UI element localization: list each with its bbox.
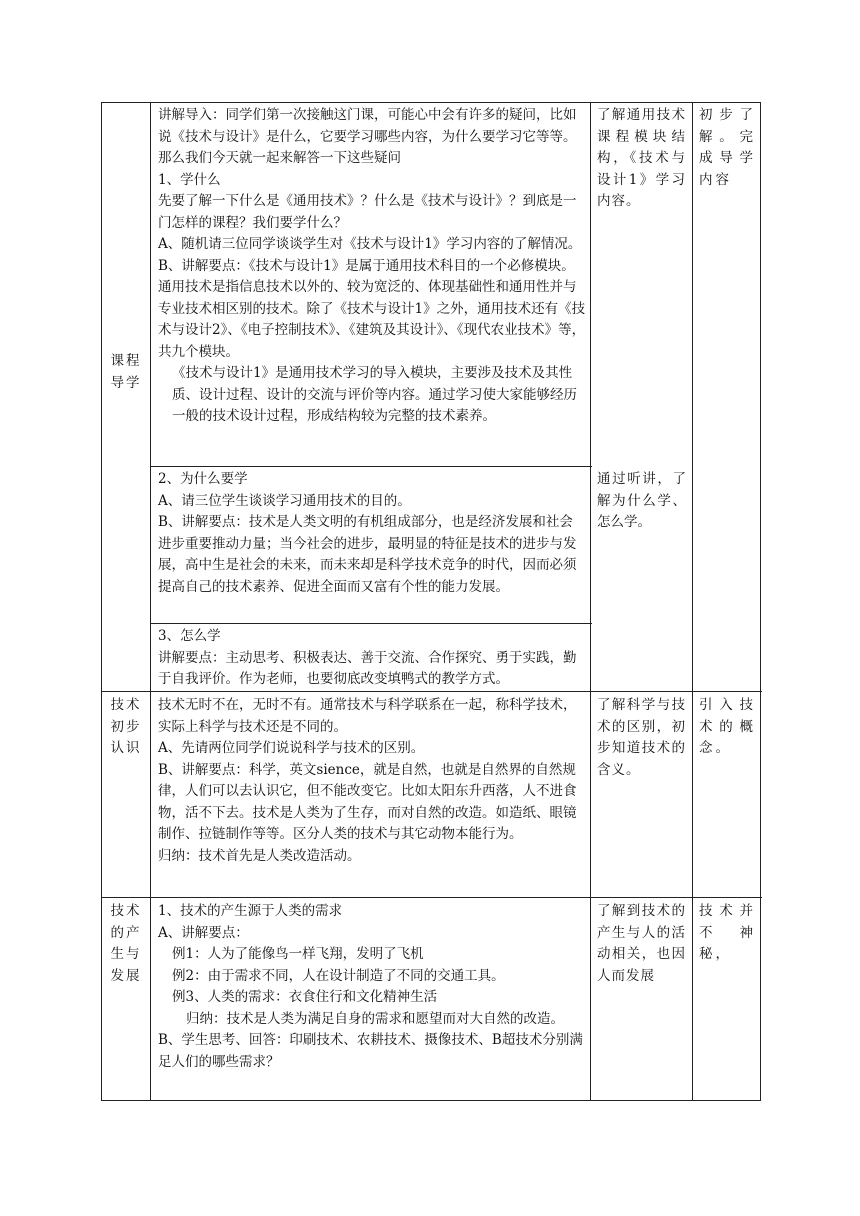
content-paragraph: 技术无时不在，无时不有。通常技术与科学联系在一起，称科学技术，实际上科学与技术还是不同的。 <box>158 697 577 735</box>
label-line: 认识 <box>110 740 142 756</box>
label-line: 发展 <box>110 967 142 984</box>
content-paragraph: 《技术与设计1》是通用技术学习的导入模块，主要涉及技术及其性质、设计过程、设计的交流与评价等内容。通过学习使大家能够经历一般的技术设计过程，形成结构较为完整的技术素养。 <box>172 365 577 424</box>
row-label-tech-origin <box>102 901 150 987</box>
label-line: 初步 <box>110 718 142 735</box>
content-paragraph: B、讲解要点：技术是人类文明的有机组成部分，也是经济发展和社会进步重要推动力量；当今社会的进步，最明显的特征是技术的进步与发展，高中生是社会的未来，而未来却是科学技术竞争的时代，因而必须提高自己的技术素养、促进全面而又富有个性的能力发展。 <box>158 514 577 595</box>
content-paragraph: B、讲解要点：科学，英文sience，就是自然，也就是自然界的自然规律，人们可以去认识它，但不能改变它。比如太阳东升西落，人不进食物，活不下去。技术是人类为了生存，而对自然的改造。如造纸、眼镜制作、拉链制作等等。区分人类的技术与其它动物本能行为。 <box>158 761 577 842</box>
content-paragraph: 例3、人类的需求：衣食住行和文化精神生活 <box>172 989 438 1005</box>
content-paragraph: 1、学什么 <box>158 171 221 188</box>
content-paragraph: B、学生思考、回答：印刷技术、农耕技术、摄像技术、B超技术分别满足人们的哪些需求？ <box>158 1032 583 1070</box>
content-paragraph: A、随机请三位同学谈谈学生对《技术与设计1》学习内容的了解情况。 <box>158 236 582 252</box>
label-line: 技术 <box>110 903 142 919</box>
label-line: 生与 <box>110 946 142 962</box>
content-section-tech-intro <box>158 695 586 867</box>
content-paragraph: 2、为什么要学 <box>158 471 248 487</box>
content-paragraph: 1、技术的产生源于人类的需求 <box>158 903 343 919</box>
label-line: 技术 <box>110 697 142 713</box>
content-paragraph: 先要了解一下什么是《通用技术》？什么是《技术与设计》？到底是一门怎样的课程？我们要学什么？ <box>158 193 577 231</box>
content-paragraph: 归纳：技术首先是人类改造活动。 <box>158 847 361 864</box>
content-paragraph: 讲解导入：同学们第一次接触这门课，可能心中会有许多的疑问，比如说《技术与设计》是什么，它要学习哪些内容，为什么要学习它等等。那么我们今天就一起来解答一下这些疑问 <box>158 107 577 166</box>
content-section-tech-origin <box>158 901 586 1073</box>
content-paragraph: 讲解要点：主动思考、积极表达、善于交流、合作探究、勇于实践，勤于自我评价。作为老师，也要彻底改变填鸭式的教学方式。 <box>158 649 577 687</box>
objective-cell: 通过听讲，了解为什么学、怎么学。 <box>597 471 686 530</box>
requirement-cell: 引入技术的概念。 <box>699 697 756 756</box>
content-paragraph: 例2：由于需求不同，人在设计制造了不同的交通工具。 <box>172 967 505 984</box>
objective-cell: 了解到技术的产生与人的活动相关，也因人而发展 <box>597 903 686 984</box>
label-line: 导学 <box>110 374 142 391</box>
content-paragraph: 3、怎么学 <box>158 628 221 644</box>
row-label-course-guide <box>102 351 150 394</box>
column-divider <box>590 103 591 1100</box>
content-paragraph: A、先请两位同学们说说科学与技术的区别。 <box>158 740 425 756</box>
objective-cell: 了解科学与技术的区别，初步知道技术的含义。 <box>597 697 686 778</box>
row-label-tech-intro <box>102 695 150 760</box>
row-divider <box>150 466 592 467</box>
row-divider <box>102 691 762 692</box>
content-section-how-to-learn <box>158 626 586 691</box>
requirement-cell: 技术并不 神秘， <box>699 903 756 962</box>
content-paragraph: A、请三位学生谈谈学习通用技术的目的。 <box>158 492 411 509</box>
row-divider <box>150 623 592 624</box>
column-divider <box>692 103 693 1100</box>
content-section-what-to-learn <box>158 105 586 428</box>
content-paragraph: 例1：人为了能像鸟一样飞翔，发明了飞机 <box>172 946 424 962</box>
content-paragraph: A、讲解要点： <box>158 924 249 941</box>
lesson-plan-table <box>101 102 761 1101</box>
content-section-why-learn <box>158 469 586 598</box>
column-divider <box>150 103 151 1100</box>
row-divider <box>102 897 762 898</box>
requirement-cell: 初步了解。完成导学内容 <box>699 107 756 188</box>
objective-cell: 了解通用技术课程模块结构，《技术与设计1》学习内容。 <box>597 107 686 209</box>
content-paragraph: B、讲解要点：《技术与设计1》是属于通用技术科目的一个必修模块。通用技术是指信息技术以外的、较为宽泛的、体现基础性和通用性并与专业技术相区别的技术。除了《技术与设计1》之外，通用技术还有《技术与设计2》、《电子控制技术》、《建筑及其设计》、《现代农业技术》等，共九个模块。 <box>158 257 586 360</box>
label-line: 的产 <box>110 924 142 941</box>
content-paragraph: 归纳：技术是人类为满足自身的需求和愿望而对大自然的改造。 <box>186 1010 564 1027</box>
label-line: 课程 <box>110 353 142 369</box>
